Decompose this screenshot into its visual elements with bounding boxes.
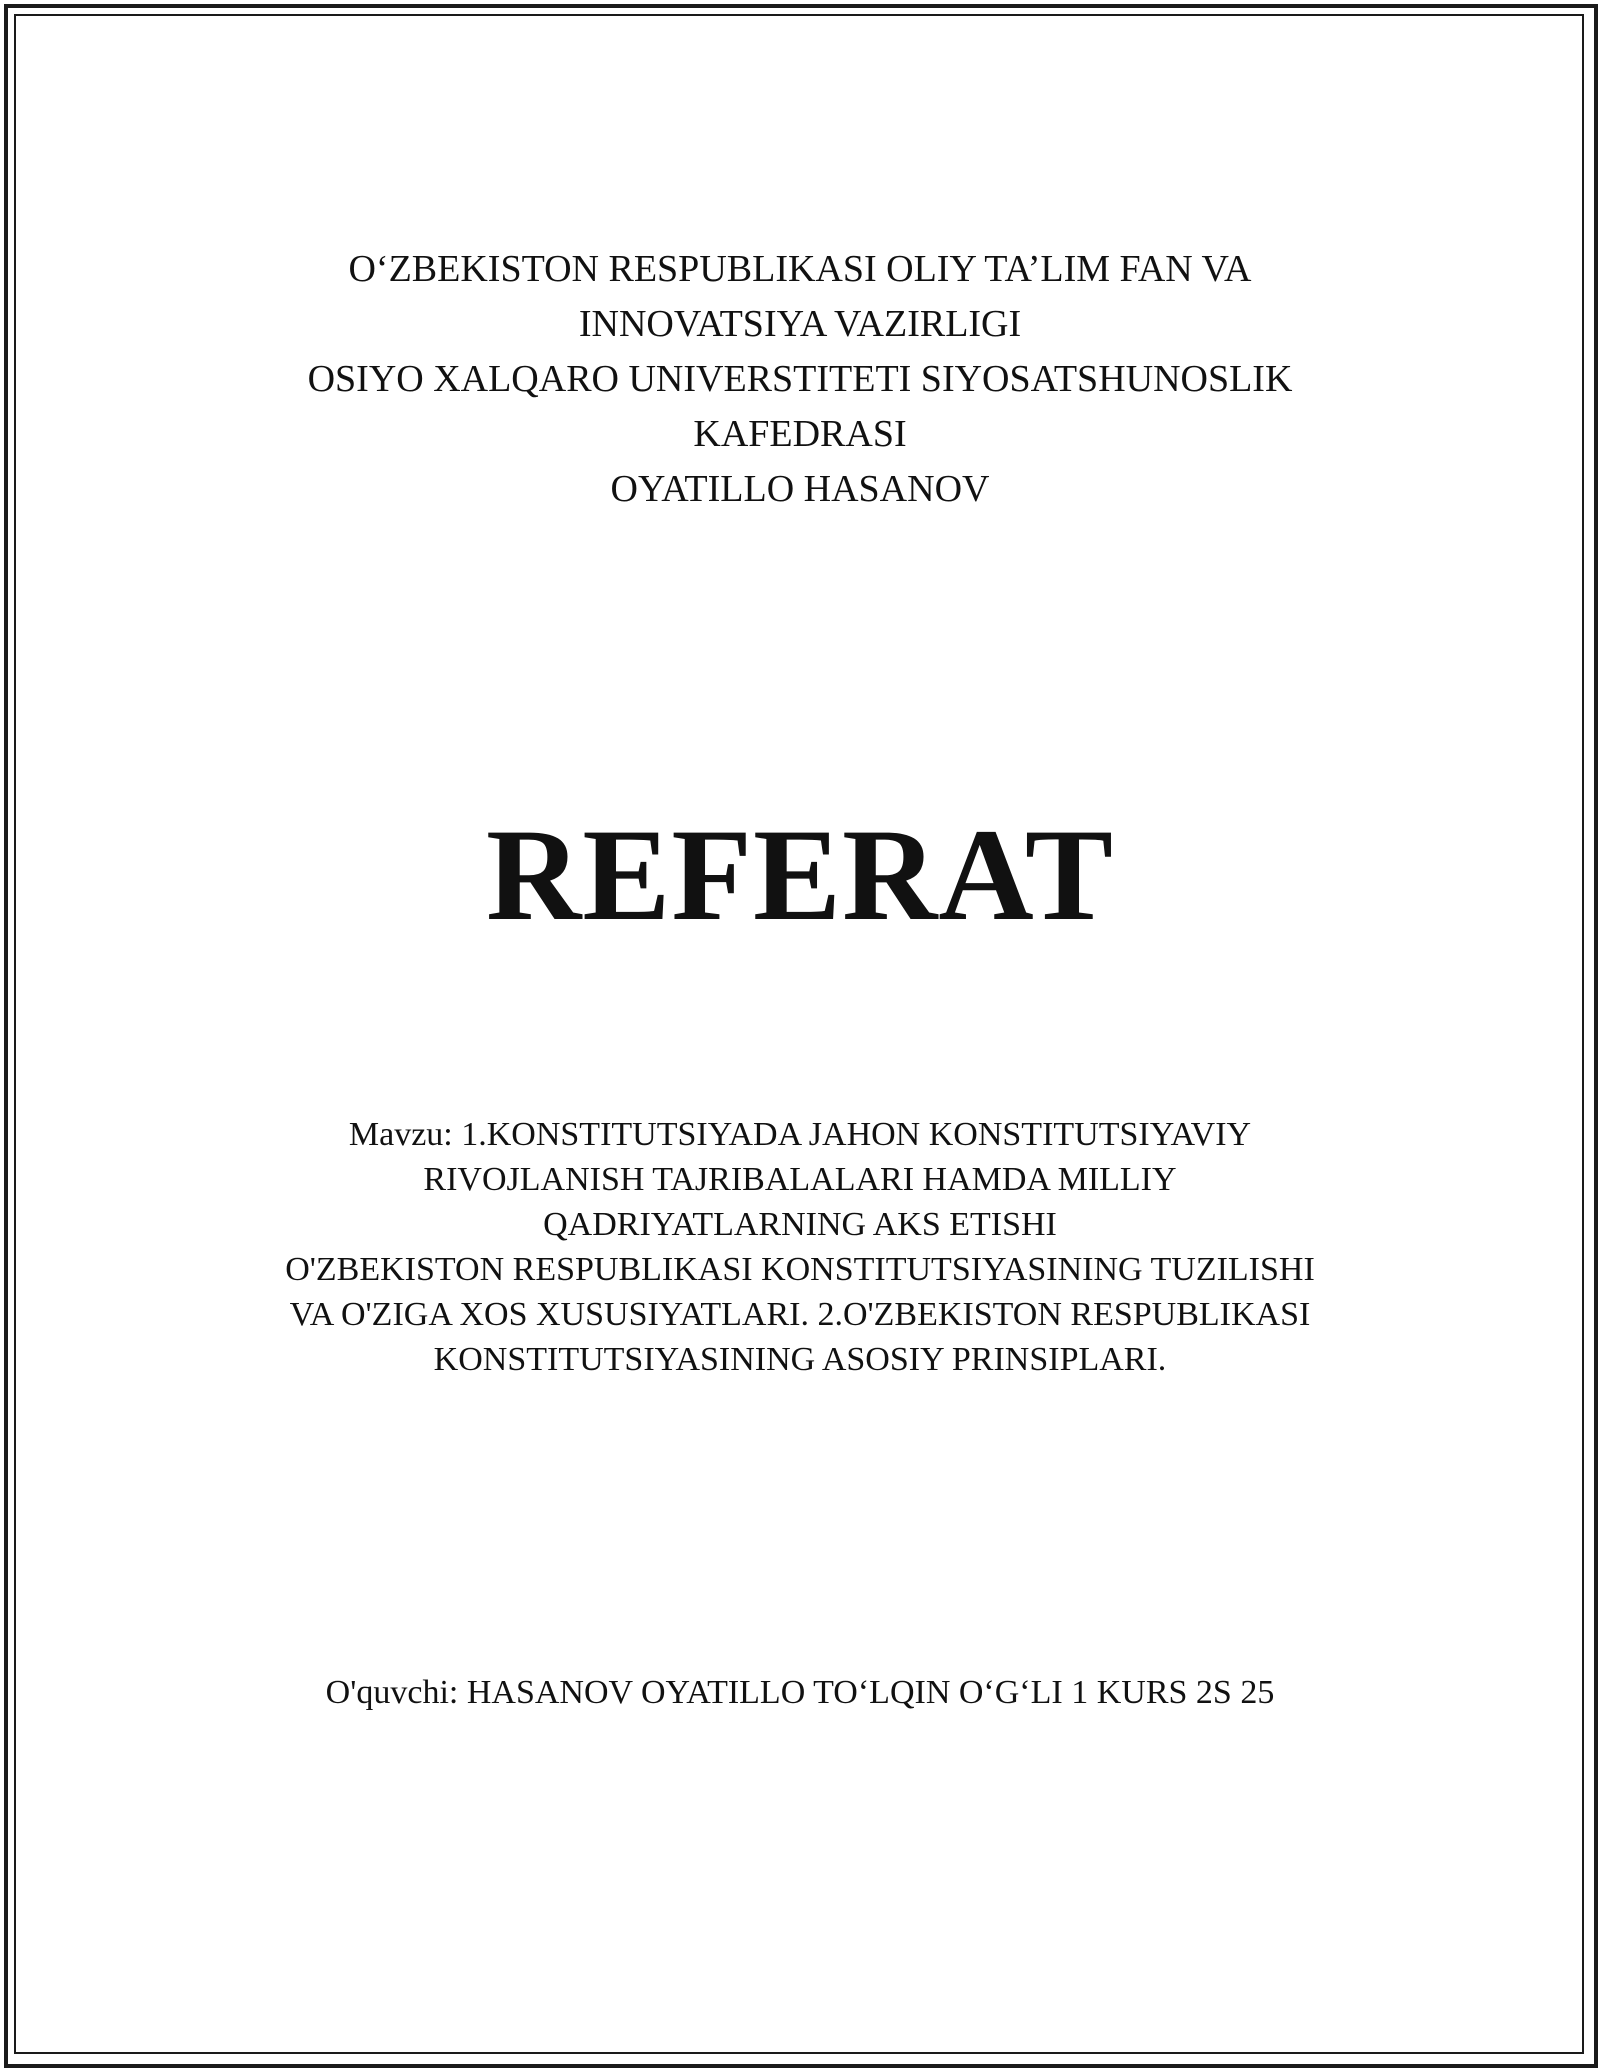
header-line-author: OYATILLO HASANOV: [610, 468, 990, 510]
topic-line: KONSTITUTSIYASINING ASOSIY PRINSIPLARI.: [433, 1341, 1167, 1378]
topic-line: Mavzu: 1.KONSTITUTSIYADA JAHON KONSTITUTSIYAVIY: [348, 1116, 1252, 1153]
topic-line: QADRIYATLARNING AKS ETISHI: [543, 1206, 1057, 1243]
document-title: REFERAT: [486, 801, 1114, 948]
header-line-department: KAFEDRASI: [693, 413, 907, 455]
student-info: O'quvchi: HASANOV OYATILLO TO‘LQIN O‘G‘LI 1 KURS 2S 25: [325, 1674, 1275, 1711]
topic-line: VA O'ZIGA XOS XUSUSIYATLARI. 2.O'ZBEKISTON RESPUBLIKASI: [289, 1296, 1311, 1333]
topic-line: RIVOJLANISH TAJRIBALALARI HAMDA MILLIY: [423, 1161, 1177, 1198]
topic-block: [0, 1112, 1600, 1382]
topic-line: O'ZBEKISTON RESPUBLIKASI KONSTITUTSIYASINING TUZILISHI: [285, 1251, 1315, 1288]
header-line-university: OSIYO XALQARO UNIVERSTITETI SIYOSATSHUNOSLIK: [307, 358, 1293, 400]
header-block: [0, 242, 1600, 517]
header-line-ministry-cont: INNOVATSIYA VAZIRLIGI: [578, 303, 1022, 345]
header-line-ministry: O‘ZBEKISTON RESPUBLIKASI OLIY TA’LIM FAN VA: [348, 248, 1252, 290]
